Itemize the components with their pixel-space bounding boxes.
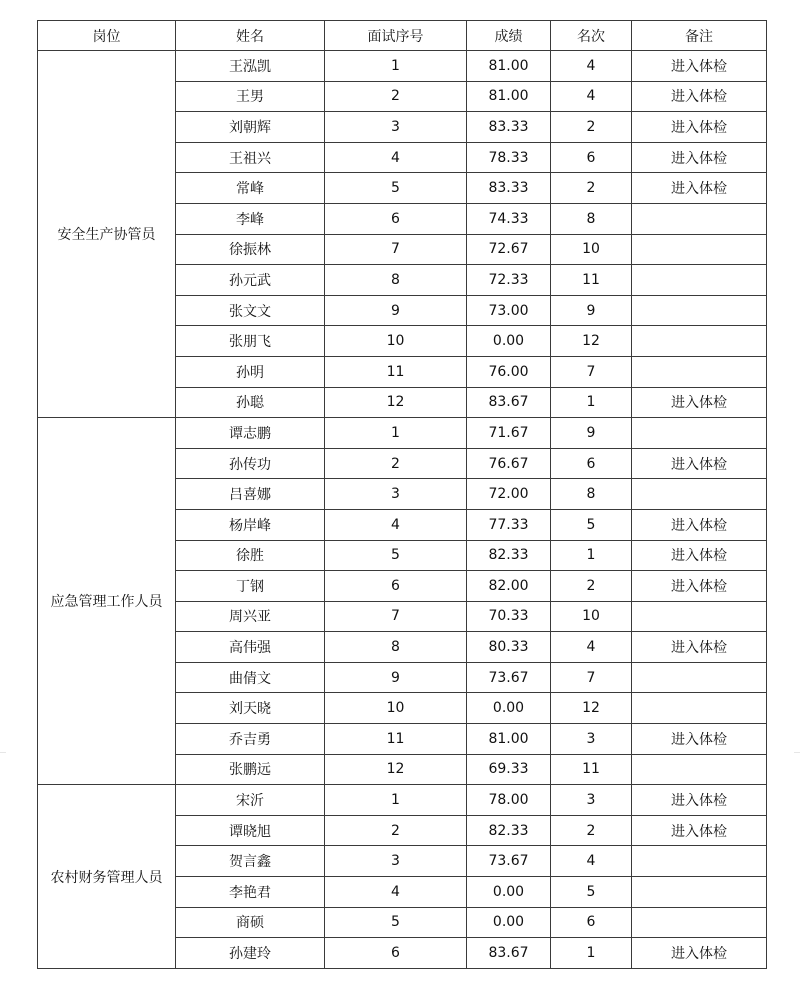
position-cell: 应急管理工作人员 (38, 418, 176, 785)
score-cell: 81.00 (467, 724, 551, 755)
remark-cell (632, 662, 767, 693)
rank-cell: 9 (551, 295, 632, 326)
rank-cell: 4 (551, 51, 632, 82)
name-cell: 孙聪 (176, 387, 325, 418)
name-cell: 杨岸峰 (176, 509, 325, 540)
name-cell: 刘天晓 (176, 693, 325, 724)
interview-number-cell: 3 (325, 846, 467, 877)
remark-cell (632, 234, 767, 265)
score-cell: 83.67 (467, 387, 551, 418)
interview-number-cell: 1 (325, 785, 467, 816)
interview-number-cell: 1 (325, 51, 467, 82)
score-cell: 83.67 (467, 938, 551, 969)
rank-cell: 6 (551, 142, 632, 173)
rank-cell: 3 (551, 785, 632, 816)
remark-cell: 进入体检 (632, 112, 767, 143)
score-cell: 69.33 (467, 754, 551, 785)
rank-cell: 9 (551, 418, 632, 449)
remark-cell: 进入体检 (632, 938, 767, 969)
name-cell: 张鹏远 (176, 754, 325, 785)
interview-number-cell: 3 (325, 479, 467, 510)
name-cell: 刘朝辉 (176, 112, 325, 143)
remark-cell (632, 693, 767, 724)
rank-cell: 11 (551, 265, 632, 296)
interview-number-cell: 5 (325, 173, 467, 204)
score-cell: 81.00 (467, 51, 551, 82)
rank-cell: 5 (551, 877, 632, 908)
interview-number-cell: 11 (325, 356, 467, 387)
score-cell: 72.33 (467, 265, 551, 296)
header-interview-number: 面试序号 (325, 21, 467, 51)
score-cell: 0.00 (467, 326, 551, 357)
rank-cell: 6 (551, 448, 632, 479)
name-cell: 孙传功 (176, 448, 325, 479)
rank-cell: 12 (551, 326, 632, 357)
rank-cell: 5 (551, 509, 632, 540)
name-cell: 乔吉勇 (176, 724, 325, 755)
rank-cell: 1 (551, 540, 632, 571)
name-cell: 常峰 (176, 173, 325, 204)
remark-cell (632, 877, 767, 908)
rank-cell: 2 (551, 815, 632, 846)
rank-cell: 10 (551, 601, 632, 632)
remark-cell: 进入体检 (632, 724, 767, 755)
score-cell: 73.00 (467, 295, 551, 326)
interview-number-cell: 10 (325, 693, 467, 724)
remark-cell (632, 326, 767, 357)
position-cell: 农村财务管理人员 (38, 785, 176, 969)
interview-number-cell: 3 (325, 112, 467, 143)
header-remark: 备注 (632, 21, 767, 51)
name-cell: 徐振林 (176, 234, 325, 265)
rank-cell: 2 (551, 112, 632, 143)
name-cell: 高伟强 (176, 632, 325, 663)
name-cell: 贺言鑫 (176, 846, 325, 877)
remark-cell: 进入体检 (632, 509, 767, 540)
score-cell: 0.00 (467, 693, 551, 724)
rank-cell: 7 (551, 356, 632, 387)
score-cell: 76.00 (467, 356, 551, 387)
interview-number-cell: 2 (325, 81, 467, 112)
name-cell: 李峰 (176, 203, 325, 234)
name-cell: 丁钢 (176, 571, 325, 602)
interview-number-cell: 7 (325, 234, 467, 265)
score-cell: 82.33 (467, 815, 551, 846)
rank-cell: 12 (551, 693, 632, 724)
interview-number-cell: 4 (325, 509, 467, 540)
score-cell: 74.33 (467, 203, 551, 234)
rank-cell: 1 (551, 938, 632, 969)
header-position: 岗位 (38, 21, 176, 51)
interview-number-cell: 5 (325, 540, 467, 571)
name-cell: 周兴亚 (176, 601, 325, 632)
score-cell: 0.00 (467, 907, 551, 938)
rank-cell: 10 (551, 234, 632, 265)
interview-number-cell: 12 (325, 387, 467, 418)
remark-cell: 进入体检 (632, 815, 767, 846)
remark-cell: 进入体检 (632, 785, 767, 816)
interview-number-cell: 6 (325, 938, 467, 969)
rank-cell: 8 (551, 203, 632, 234)
interview-number-cell: 2 (325, 815, 467, 846)
name-cell: 孙建玲 (176, 938, 325, 969)
rank-cell: 2 (551, 571, 632, 602)
remark-cell (632, 356, 767, 387)
rank-cell: 2 (551, 173, 632, 204)
name-cell: 谭晓旭 (176, 815, 325, 846)
results-table (37, 20, 767, 969)
score-cell: 80.33 (467, 632, 551, 663)
rank-cell: 8 (551, 479, 632, 510)
rank-cell: 6 (551, 907, 632, 938)
score-cell: 73.67 (467, 846, 551, 877)
table-row (38, 51, 767, 82)
name-cell: 张文文 (176, 295, 325, 326)
remark-cell: 进入体检 (632, 387, 767, 418)
score-cell: 78.33 (467, 142, 551, 173)
score-cell: 82.00 (467, 571, 551, 602)
interview-number-cell: 9 (325, 295, 467, 326)
name-cell: 曲倩文 (176, 662, 325, 693)
name-cell: 李艳君 (176, 877, 325, 908)
position-cell: 安全生产协管员 (38, 51, 176, 418)
score-cell: 0.00 (467, 877, 551, 908)
interview-number-cell: 1 (325, 418, 467, 449)
score-cell: 77.33 (467, 509, 551, 540)
name-cell: 徐胜 (176, 540, 325, 571)
remark-cell (632, 203, 767, 234)
score-cell: 82.33 (467, 540, 551, 571)
remark-cell: 进入体检 (632, 51, 767, 82)
remark-cell: 进入体检 (632, 632, 767, 663)
score-cell: 71.67 (467, 418, 551, 449)
name-cell: 宋沂 (176, 785, 325, 816)
interview-number-cell: 4 (325, 142, 467, 173)
edge-mark-right (794, 752, 800, 753)
name-cell: 王泓凯 (176, 51, 325, 82)
interview-number-cell: 8 (325, 265, 467, 296)
score-cell: 78.00 (467, 785, 551, 816)
remark-cell (632, 295, 767, 326)
interview-number-cell: 6 (325, 203, 467, 234)
score-cell: 83.33 (467, 173, 551, 204)
remark-cell (632, 479, 767, 510)
header-rank: 名次 (551, 21, 632, 51)
score-cell: 70.33 (467, 601, 551, 632)
interview-number-cell: 10 (325, 326, 467, 357)
name-cell: 张朋飞 (176, 326, 325, 357)
interview-number-cell: 7 (325, 601, 467, 632)
remark-cell: 进入体检 (632, 173, 767, 204)
interview-number-cell: 12 (325, 754, 467, 785)
interview-number-cell: 8 (325, 632, 467, 663)
name-cell: 王祖兴 (176, 142, 325, 173)
remark-cell: 进入体检 (632, 448, 767, 479)
header-score: 成绩 (467, 21, 551, 51)
remark-cell: 进入体检 (632, 142, 767, 173)
table-body (38, 51, 767, 969)
table-row (38, 418, 767, 449)
rank-cell: 4 (551, 632, 632, 663)
header-name: 姓名 (176, 21, 325, 51)
name-cell: 吕喜娜 (176, 479, 325, 510)
interview-number-cell: 9 (325, 662, 467, 693)
rank-cell: 7 (551, 662, 632, 693)
rank-cell: 1 (551, 387, 632, 418)
name-cell: 孙明 (176, 356, 325, 387)
table-row (38, 785, 767, 816)
interview-number-cell: 4 (325, 877, 467, 908)
rank-cell: 4 (551, 81, 632, 112)
score-cell: 72.67 (467, 234, 551, 265)
rank-cell: 4 (551, 846, 632, 877)
interview-number-cell: 11 (325, 724, 467, 755)
name-cell: 谭志鹏 (176, 418, 325, 449)
score-cell: 76.67 (467, 448, 551, 479)
score-cell: 81.00 (467, 81, 551, 112)
remark-cell (632, 754, 767, 785)
header-row (38, 21, 767, 51)
interview-number-cell: 6 (325, 571, 467, 602)
rank-cell: 3 (551, 724, 632, 755)
score-cell: 72.00 (467, 479, 551, 510)
remark-cell (632, 846, 767, 877)
score-cell: 73.67 (467, 662, 551, 693)
remark-cell (632, 265, 767, 296)
remark-cell (632, 907, 767, 938)
remark-cell: 进入体检 (632, 540, 767, 571)
remark-cell: 进入体检 (632, 81, 767, 112)
score-cell: 83.33 (467, 112, 551, 143)
name-cell: 王男 (176, 81, 325, 112)
table-header (38, 21, 767, 51)
name-cell: 商硕 (176, 907, 325, 938)
interview-number-cell: 2 (325, 448, 467, 479)
remark-cell (632, 601, 767, 632)
rank-cell: 11 (551, 754, 632, 785)
edge-mark-left (0, 752, 6, 753)
remark-cell: 进入体检 (632, 571, 767, 602)
remark-cell (632, 418, 767, 449)
interview-number-cell: 5 (325, 907, 467, 938)
name-cell: 孙元武 (176, 265, 325, 296)
